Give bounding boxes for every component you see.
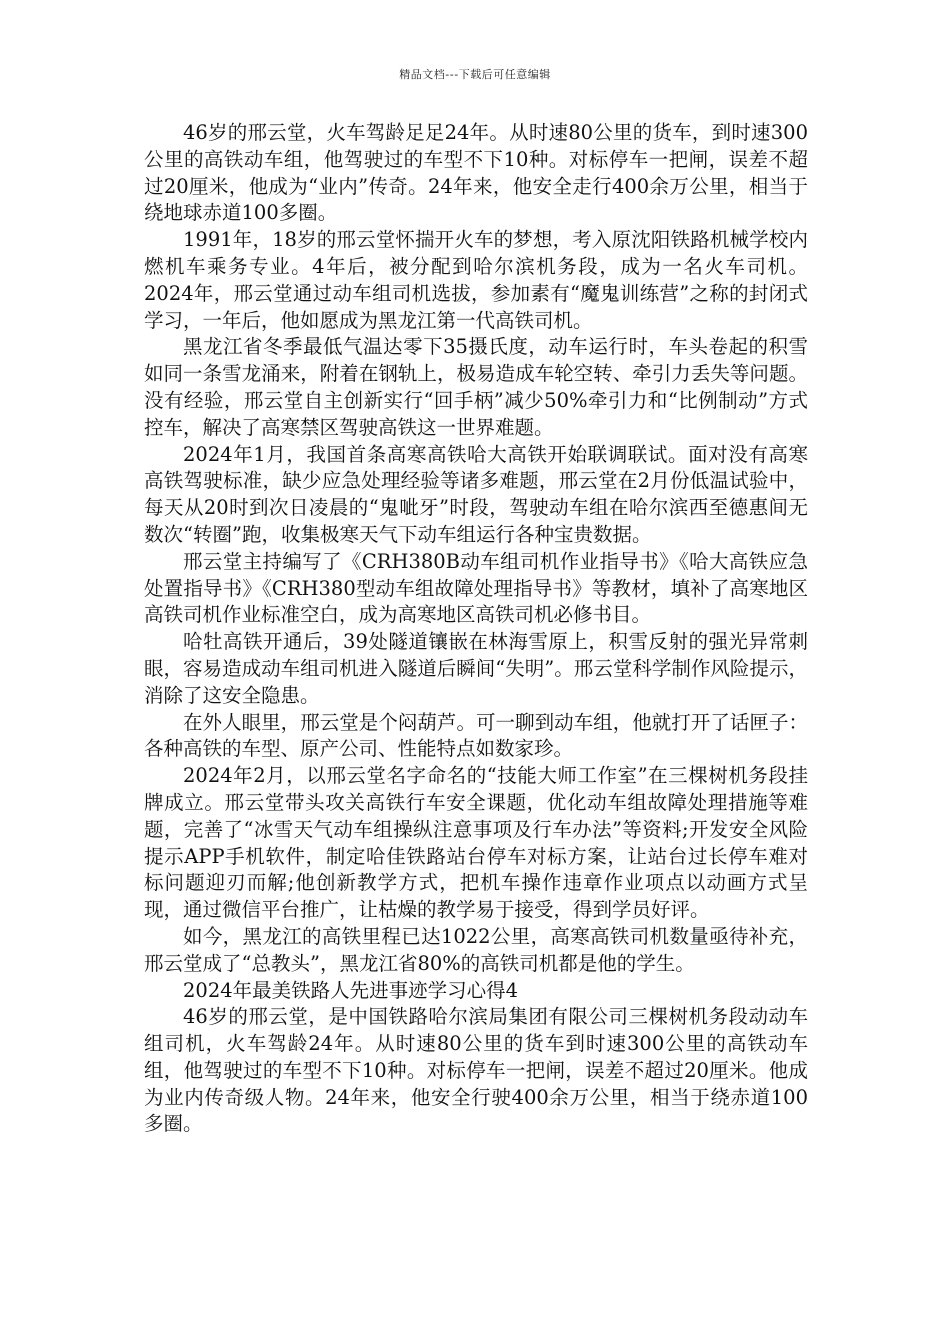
paragraph: 46岁的邢云堂，是中国铁路哈尔滨局集团有限公司三棵树机务段动动车组司机，火车驾龄24年。从时速80公里的货车到时速300公里的高铁动车组，他驾驶过的车型不下10种。对标停车一把闸，误差不超过20厘米。他成为业内传奇级人物。24年来，他安全行驶400余万公里，相当于绕赤道100多圈。 xyxy=(144,1005,808,1136)
page-header: 精品文档---下载后可任意编辑 xyxy=(399,68,551,81)
paragraph: 哈牡高铁开通后，39处隧道镶嵌在林海雪原上，积雪反射的强光异常刺眼，容易造成动车组司机进入隧道后瞬间“失明”。邢云堂科学制作风险提示，消除了这安全隐患。 xyxy=(144,630,808,707)
document-body xyxy=(144,120,808,1138)
paragraph: 2024年1月，我国首条高寒高铁哈大高铁开始联调联试。面对没有高寒高铁驾驶标准，缺少应急处理经验等诸多难题，邢云堂在2月份低温试验中，每天从20时到次日凌晨的“鬼呲牙”时段，驾驶动车组在哈尔滨西至德惠间无数次“转圈”跑，收集极寒天气下动车组运行各种宝贵数据。 xyxy=(144,442,808,546)
paragraph: 如今，黑龙江的高铁里程已达1022公里，高寒高铁司机数量亟待补充，邢云堂成了“总教头”，黑龙江省80%的高铁司机都是他的学生。 xyxy=(144,924,808,975)
paragraph: 1991年，18岁的邢云堂怀揣开火车的梦想，考入原沈阳铁路机械学校内燃机车乘务专业。4年后，被分配到哈尔滨机务段，成为一名火车司机。2024年，邢云堂通过动车组司机选拔，参加素有“魔鬼训练营”之称的封闭式学习，一年后，他如愿成为黑龙江第一代高铁司机。 xyxy=(144,228,808,332)
paragraph: 黑龙江省冬季最低气温达零下35摄氏度，动车运行时，车头卷起的积雪如同一条雪龙涌来，附着在钢轨上，极易造成车轮空转、牵引力丢失等问题。没有经验，邢云堂自主创新实行“回手柄”减少50%牵引力和“比例制动”方式控车，解决了高寒禁区驾驶高铁这一世界难题。 xyxy=(144,335,808,439)
paragraph: 邢云堂主持编写了《CRH380B动车组司机作业指导书》《哈大高铁应急处置指导书》《CRH380型动车组故障处理指导书》等教材，填补了高寒地区高铁司机作业标准空白，成为高寒地区高铁司机必修书目。 xyxy=(144,549,808,627)
paragraph: 46岁的邢云堂，火车驾龄足足24年。从时速80公里的货车，到时速300公里的高铁动车组，他驾驶过的车型不下10种。对标停车一把闸，误差不超过20厘米，他成为“业内”传奇。24年来，他安全走行400余万公里，相当于绕地球赤道100多圈。 xyxy=(144,121,808,225)
paragraph: 2024年2月，以邢云堂名字命名的“技能大师工作室”在三棵树机务段挂牌成立。邢云堂带头攻关高铁行车安全课题，优化动车组故障处理措施等难题，完善了“冰雪天气动车组操纵注意事项及行车办法”等资料;开发安全风险提示APP手机软件，制定哈佳铁路站台停车对标方案，让站台过长停车难对标问题迎刃而解;他创新教学方式，把机车操作违章作业项点以动画方式呈现，通过微信平台推广，让枯燥的教学易于接受，得到学员好评。 xyxy=(144,764,808,922)
paragraph: 在外人眼里，邢云堂是个闷葫芦。可一聊到动车组，他就打开了话匣子：各种高铁的车型、原产公司、性能特点如数家珍。 xyxy=(144,710,808,761)
section-title: 2024年最美铁路人先进事迹学习心得4 xyxy=(183,978,519,1002)
